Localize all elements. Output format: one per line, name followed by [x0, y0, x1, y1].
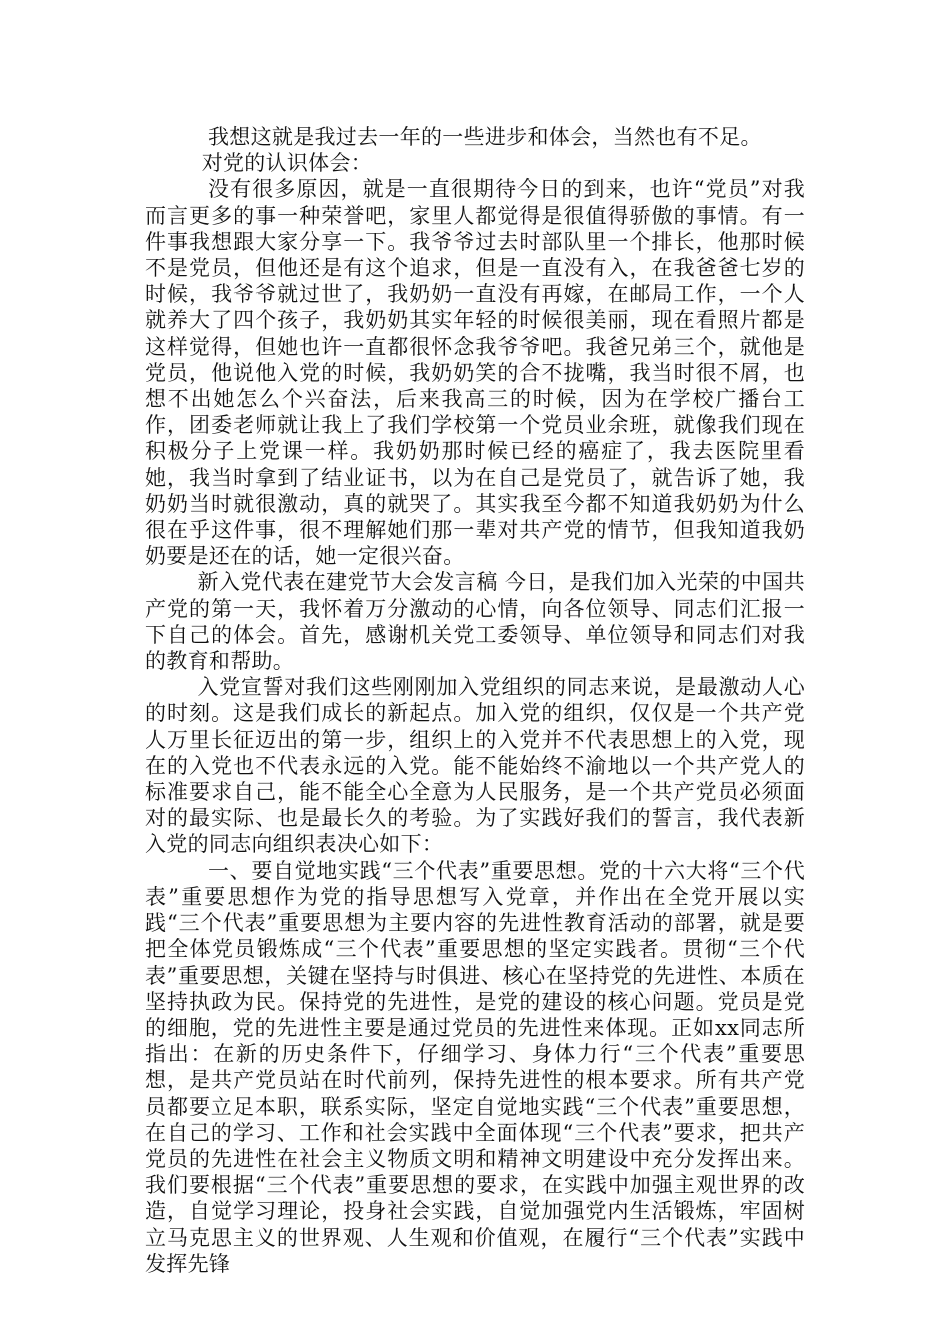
paragraph-progress-summary: 我想这就是我过去一年的一些进步和体会，当然也有不足。 [208, 125, 762, 149]
paragraph-speech-opening: 新入党代表在建党节大会发言稿 今日，是我们加入光荣的中国共产党的第一天，我怀着万分激动的心情，向各位领导、同志们汇报一下自己的体会。首先，感谢机关党工委领导、单位领导和同志们对我的教育和帮助。 [145, 570, 805, 674]
paragraph-family-story: 没有很多原因，就是一直很期待今日的到来，也许“党员”对我而言更多的事一种荣誉吧，家里人都觉得是很值得骄傲的事情。有一件事我想跟大家分享一下。我爷爷过去时部队里一个排长，他那时候不是党员，但他还是有这个追求，但是一直没有入，在我爸爸七岁的时候，我爷爷就过世了，我奶奶一直没有再嫁，在邮局工作，一个人就养大了四个孩子，我奶奶其实年轻的时候很美丽，现在看照片都是这样觉得，但她也许一直都很怀念我爷爷吧。我爸兄弟三个，就他是党员，他说他入党的时候，我奶奶笑的合不拢嘴，我当时很不屑，也想不出她怎么个兴奋法，后来我高三的时候，因为在学校广播台工作，团委老师就让我上了我们学校第一个党员业余班，就像我们现在积极分子上党课一样。我奶奶那时候已经的癌症了，我去医院里看她，我当时拿到了结业证书，以为在自己是党员了，就告诉了她，我奶奶当时就很激动，真的就哭了。其实我至今都不知道我奶奶为什么很在乎这件事，很不理解她们那一辈对共产党的情节，但我知道我奶奶要是还在的话，她一定很兴奋。 [145, 177, 805, 569]
document-body [145, 124, 805, 1277]
paragraph-section-heading: 对党的认识体会： [201, 151, 373, 176]
paragraph-three-represents: 一、要自觉地实践“三个代表”重要思想。党的十六大将“三个代表”重要思想作为党的指导思想写入党章，并作出在全党开展以实践“三个代表”重要思想为主要内容的先进性教育活动的部署，就是要把全体党员锻炼成“三个代表”重要思想的坚定实践者。贯彻“三个代表”重要思想，关键在坚持与时俱进、核心在坚持党的先进性、本质在坚持执政为民。保持党的先进性，是党的建设的核心问题。党员是党的细胞，党的先进性主要是通过党员的先进性来体现。正如xx同志所指出：在新的历史条件下，仔细学习、身体力行“三个代表”重要思想，是共产党员站在时代前列，保持先进性的根本要求。所有共产党员都要立足本职，联系实际，坚定自觉地实践“三个代表”重要思想，在自己的学习、工作和社会实践中全面体现“三个代表”要求，把共产党员的先进性在社会主义物质文明和精神文明建设中充分发挥出来。我们要根据“三个代表”重要思想的要求，在实践中加强主观世界的改造，自觉学习理论，投身社会实践，自觉加强党内生活锻炼，牢固树立马克思主义的世界观、人生观和价值观，在履行“三个代表”实践中发挥先锋 [145, 858, 805, 1276]
paragraph-oath: 入党宣誓对我们这些刚刚加入党组织的同志来说，是最激动人心的时刻。这是我们成长的新起点。加入党的组织，仅仅是一个共产党人万里长征迈出的第一步，组织上的入党并不代表思想上的入党，现在的入党也不代表永远的入党。能不能始终不渝地以一个共产党人的标准要求自己，能不能全心全意为人民服务，是一个共产党员必须面对的最实际、也是最长久的考验。为了实践好我们的誓言，我代表新入党的同志向组织表决心如下： [145, 675, 805, 857]
